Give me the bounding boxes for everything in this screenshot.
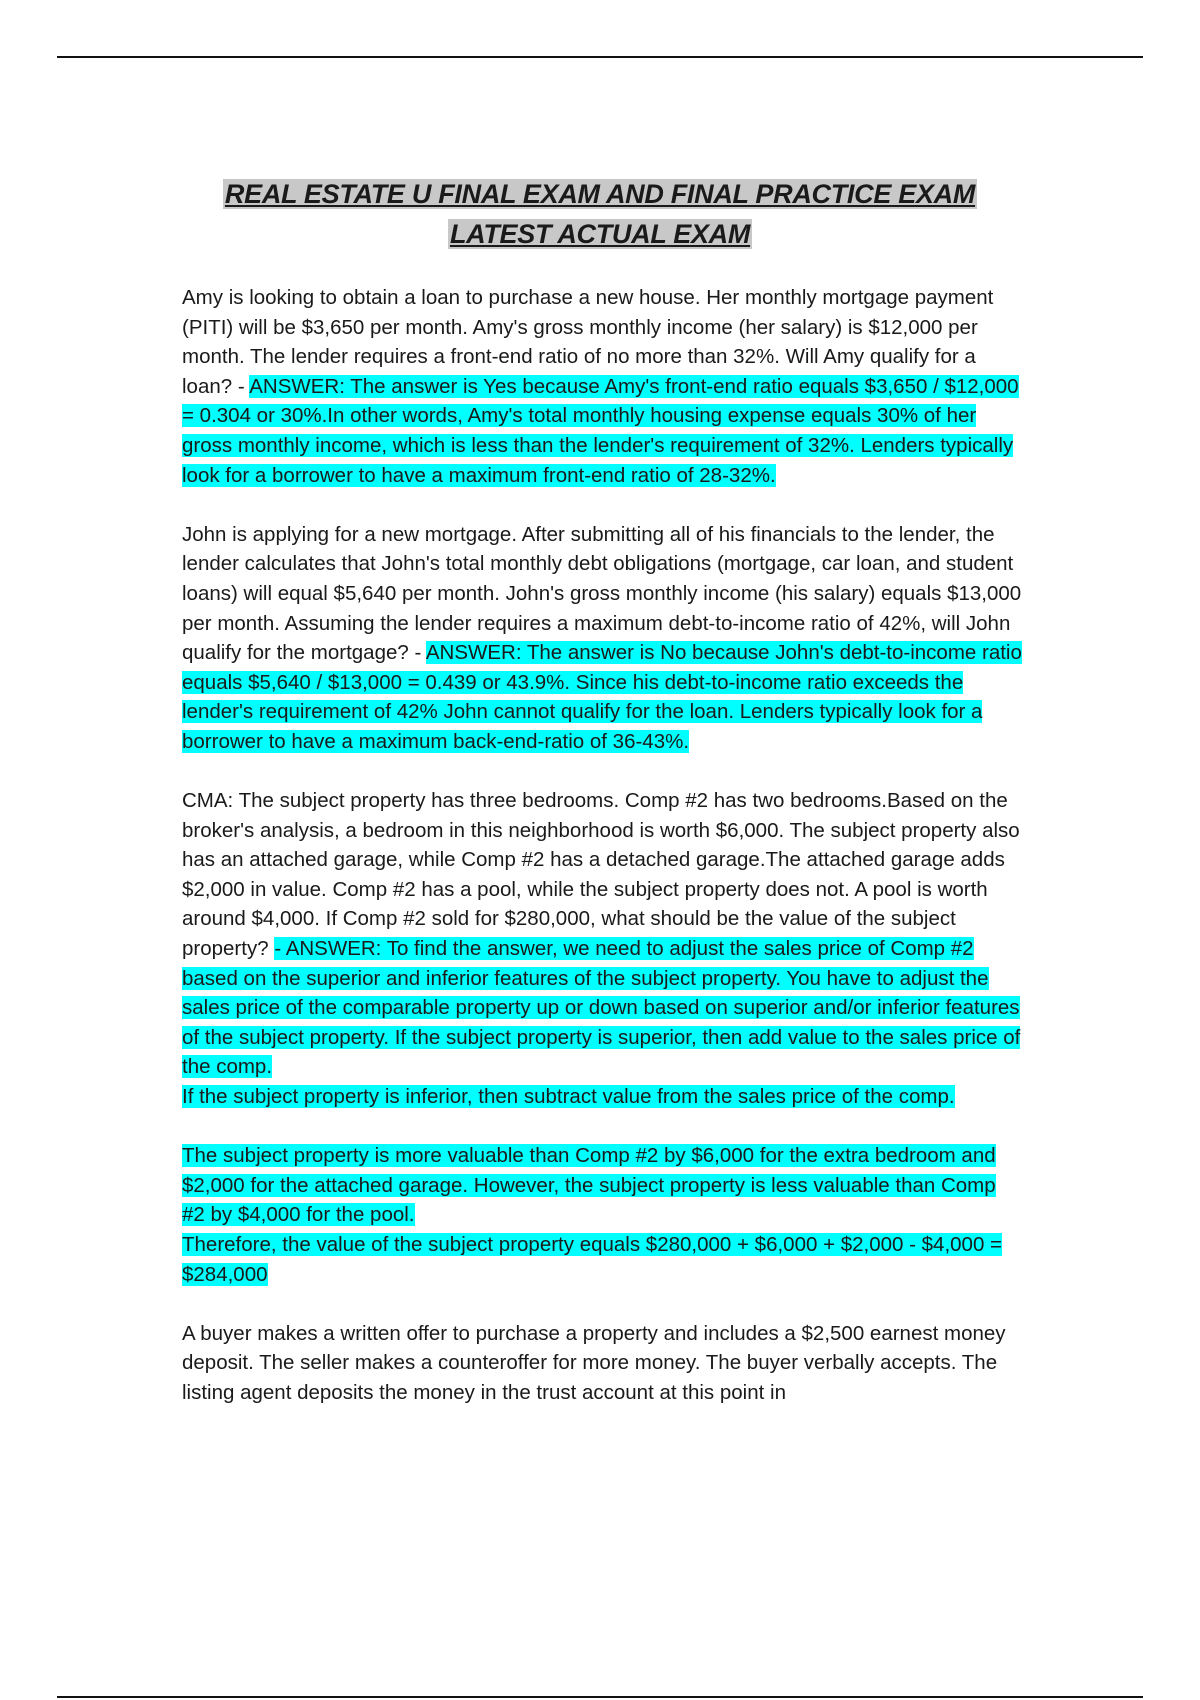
question-amy: [182, 283, 1022, 490]
document-title: [0, 174, 1200, 254]
answer-cma-continued: [182, 1141, 1022, 1289]
title-line-1: REAL ESTATE U FINAL EXAM AND FINAL PRACTICE EXAM: [224, 179, 976, 209]
question-text: John is applying for a new mortgage. After submitting all of his financials to the lender, the lender calculates that John's total monthly debt obligations (mortgage, car loan, and student loans) will equal $5,640 per month. John's gross monthly income (his salary) equals $13,000 per month. Assuming the lender requires a maximum debt-to-income ratio of 42%, will John qualify for the mortgage? -: [182, 522, 1022, 665]
answer-text-part2: If the subject property is inferior, then subtract value from the sales price of the comp.: [182, 1085, 955, 1109]
footer-rule: [57, 1696, 1143, 1698]
question-earnest-money: [182, 1319, 1022, 1408]
answer-text-part1: - ANSWER: To find the answer, we need to adjust the sales price of Comp #2 based on the superior and inferior features of the subject property. You have to adjust the sales price of the comparable property up or down based on superior and/or inferior features of the subject property. If the subject property is superior, then add value to the sales price of the comp.: [182, 937, 1021, 1079]
answer-text-part3: The subject property is more valuable than Comp #2 by $6,000 for the extra bedroom and $2,000 for the attached garage. However, the subject property is less valuable than Comp #2 by $4,000 for the pool.: [182, 1144, 996, 1227]
question-cma: [182, 786, 1022, 1112]
question-text: Amy is looking to obtain a loan to purchase a new house. Her monthly mortgage payment (PITI) will be $3,650 per month. Amy's gross monthly income (her salary) is $12,000 per month. The lender requires a front-end ratio of no more than 32%. Will Amy qualify for a loan? -: [182, 286, 994, 398]
document-body: [182, 283, 1022, 1437]
answer-text: ANSWER: The answer is Yes because Amy's front-end ratio equals $3,650 / $12,000 = 0.304 or 30%.In other words, Amy's total monthly housing expense equals 30% of her gross monthly income, which is less than the lender's requirement of 32%. Lenders typically look for a borrower to have a maximum front-end ratio of 28-32%.: [182, 374, 1019, 487]
header-rule: [57, 56, 1143, 58]
question-text: CMA: The subject property has three bedrooms. Comp #2 has two bedrooms.Based on the broker's analysis, a bedroom in this neighborhood is worth $6,000. The subject property also has an attached garage, while Comp #2 has a detached garage.The attached garage adds $2,000 in value. Comp #2 has a pool, while the subject property does not. A pool is worth around $4,000. If Comp #2 sold for $280,000, what should be the value of the subject property?: [182, 789, 1020, 961]
question-text: A buyer makes a written offer to purchase a property and includes a $2,500 earnest money deposit. The seller makes a counteroffer for more money. The buyer verbally accepts. The listing agent deposits the money in the trust account at this point in: [182, 1321, 1006, 1404]
question-john: [182, 520, 1022, 757]
answer-text-part4: Therefore, the value of the subject property equals $280,000 + $6,000 + $2,000 - $4,000 = $284,000: [182, 1233, 1003, 1286]
title-line-2: LATEST ACTUAL EXAM: [449, 219, 751, 249]
answer-text: ANSWER: The answer is No because John's debt-to-income ratio equals $5,640 / $13,000 = 0.439 or 43.9%. Since his debt-to-income ratio exceeds the lender's requirement of 42% John cannot qualify for the loan. Lenders typically look for a borrower to have a maximum back-end-ratio of 36-43%.: [182, 641, 1022, 753]
